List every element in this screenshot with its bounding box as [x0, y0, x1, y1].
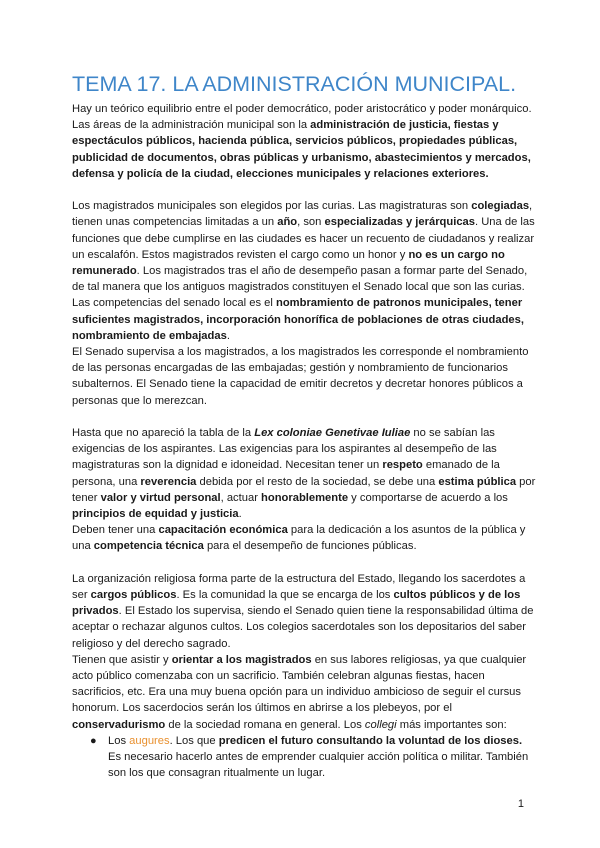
bold-text: estima pública: [438, 475, 517, 488]
paragraph-competencias-senado: [72, 295, 536, 344]
bullet-icon: ●: [90, 734, 97, 747]
text-span: Los magistrados municipales son elegidos por las curias. Las magistraturas son: [72, 200, 472, 213]
text-span: . Es la comunidad la que se encarga de los: [176, 589, 394, 602]
text-span: La organización religiosa forma parte de la estructura del Estado, llegando los sacerdotes a ser: [72, 572, 526, 602]
bold-text: año: [277, 216, 298, 229]
bold-text: cultos públicos y de los privados: [72, 589, 521, 618]
paragraph-gap: [72, 555, 536, 571]
bold-text: conservadurismo: [72, 718, 166, 731]
text-span: para el desempeño de funciones públicas.: [203, 540, 417, 553]
list-item: [72, 733, 536, 782]
text-span: .: [226, 329, 230, 342]
bold-text: predicen el futuro consultando la voluntad de los dioses.: [218, 734, 523, 747]
text-span: Las competencias del senado local es el: [72, 297, 276, 310]
text-span: Deben tener una: [72, 524, 159, 537]
paragraph-gap: [72, 409, 536, 425]
text-span: , son: [297, 216, 325, 229]
text-span: Es necesario hacerlo antes de emprender cualquier acción política o militar. También son los que consagran ritualmente un lugar.: [108, 751, 529, 780]
text-span: y comportarse de acuerdo a los: [348, 491, 508, 504]
highlighted-text: augures: [129, 734, 170, 747]
paragraph-organizacion-religiosa: [72, 571, 536, 652]
text-span: no se sabían las exigencias de los aspirantes. Las exigencias para los aspirantes al desempeño de las magistraturas son la dignidad e idoneidad. Necesitan tener un: [72, 427, 497, 472]
document-body: [72, 101, 536, 781]
text-span: , actuar: [220, 491, 262, 504]
text-span: . Una de las funciones que debe cumplirse en las ciudades es hacer un recuento de ciudadanos y realizar un escalafón. Estos magistrados revisten el cargo como un honor y: [72, 216, 535, 261]
text-span: en sus labores religiosas, ya que cualquier acto público comenzaba con un sacrificio. También celebran algunas fiestas, hacen sacrificios, etc. Era una muy buena opción para un individuo ambicioso de seguir el cursus honorum. Los sacerdocios serán los últimos en abrirse a los plebeyos, por el: [72, 653, 527, 715]
bold-text: honorablemente: [261, 491, 349, 504]
bold-text: nombramiento de patronos municipales, tener suficientes magistrados, incorporación honorífica de poblaciones de otras ciudades, nombramiento de embajadas: [72, 297, 524, 342]
bold-text: orientar a los magistrados: [171, 653, 312, 666]
bullet-list: [72, 733, 536, 782]
paragraph-lex-coloniae: [72, 425, 536, 522]
paragraph-gap: [72, 182, 536, 198]
text-span: Hasta que no apareció la tabla de la: [72, 427, 255, 440]
text-span: El Senado supervisa a los magistrados, a los magistrados les corresponde el nombramiento de las personas encargadas de las embajadas; gestión y nombramiento de funcionarios subalternos. El Senado tiene la capacidad de emitir decretos y decretar honores públicos a personas que lo merezcan.: [72, 346, 529, 407]
text-span: .: [238, 508, 242, 521]
bold-text: valor y virtud personal: [100, 491, 221, 504]
text-span: . Los magistrados tras el año de desempeño pasan a formar parte del Senado, de tal manera que los antiguos magistrados constituyen el Senado local que son las curias.: [72, 265, 528, 294]
text-span: . Los que: [169, 734, 219, 747]
page-title: TEMA 17. LA ADMINISTRACIÓN MUNICIPAL.: [72, 72, 517, 96]
bold-text: cargos públicos: [90, 589, 177, 602]
paragraph-capacitacion: [72, 522, 536, 554]
bold-text: reverencia: [140, 475, 197, 488]
bold-text: competencia técnica: [93, 540, 204, 553]
text-span: emanado de la persona, una: [72, 459, 500, 488]
bold-text: principios de equidad y justicia: [72, 508, 239, 521]
bold-text: no es un cargo no remunerado: [72, 248, 505, 278]
text-span: por tener: [72, 475, 536, 504]
text-span: Tienen que asistir y: [72, 653, 172, 666]
bold-text: capacitación económica: [158, 524, 288, 537]
bold-text: especializadas y jerárquicas: [324, 216, 476, 229]
text-span: Los: [108, 734, 130, 747]
bold-text: colegiadas: [471, 200, 530, 213]
text-span: Hay un teórico equilibrio entre el poder democrático, poder aristocrático y poder monárquico. Las áreas de la administración municipal son la: [72, 103, 532, 132]
text-span: para la dedicación a los asuntos de la pública y una: [72, 524, 526, 553]
text-span: , tienen unas competencias limitadas a un: [72, 200, 533, 229]
text-span: de la sociedad romana en general. Los: [165, 718, 365, 731]
paragraph-magistrados: [72, 198, 536, 295]
paragraph-senado-supervisa: [72, 344, 536, 409]
text-span: . El Estado los supervisa, siendo el Senado quien tiene la responsabilidad última de aceptar o rechazar algunos cultos. Los colegios sacerdotales son los depositarios del saber religioso y del derecho sagrado.: [72, 605, 534, 650]
paragraph-sacerdotes: [72, 652, 536, 733]
text-span: debida por el resto de la sociedad, se debe una: [196, 475, 439, 488]
text-span: más importantes son:: [396, 718, 507, 731]
page-number: 1: [517, 798, 524, 810]
bold-italic-text: Lex coloniae Genetivae Iuliae: [254, 427, 411, 440]
paragraph-intro: [72, 101, 536, 182]
bold-text: respeto: [382, 459, 423, 472]
bold-text: administración de justicia, fiestas y espectáculos públicos, hacienda pública, servicios públicos, propiedades públicas, publicidad de documentos, obras públicas y urbanismo, abastecimientos y mercados, defensa y policía de la ciudad, elecciones municipales y relaciones exteriores.: [72, 119, 531, 180]
italic-text: collegi: [364, 718, 397, 731]
